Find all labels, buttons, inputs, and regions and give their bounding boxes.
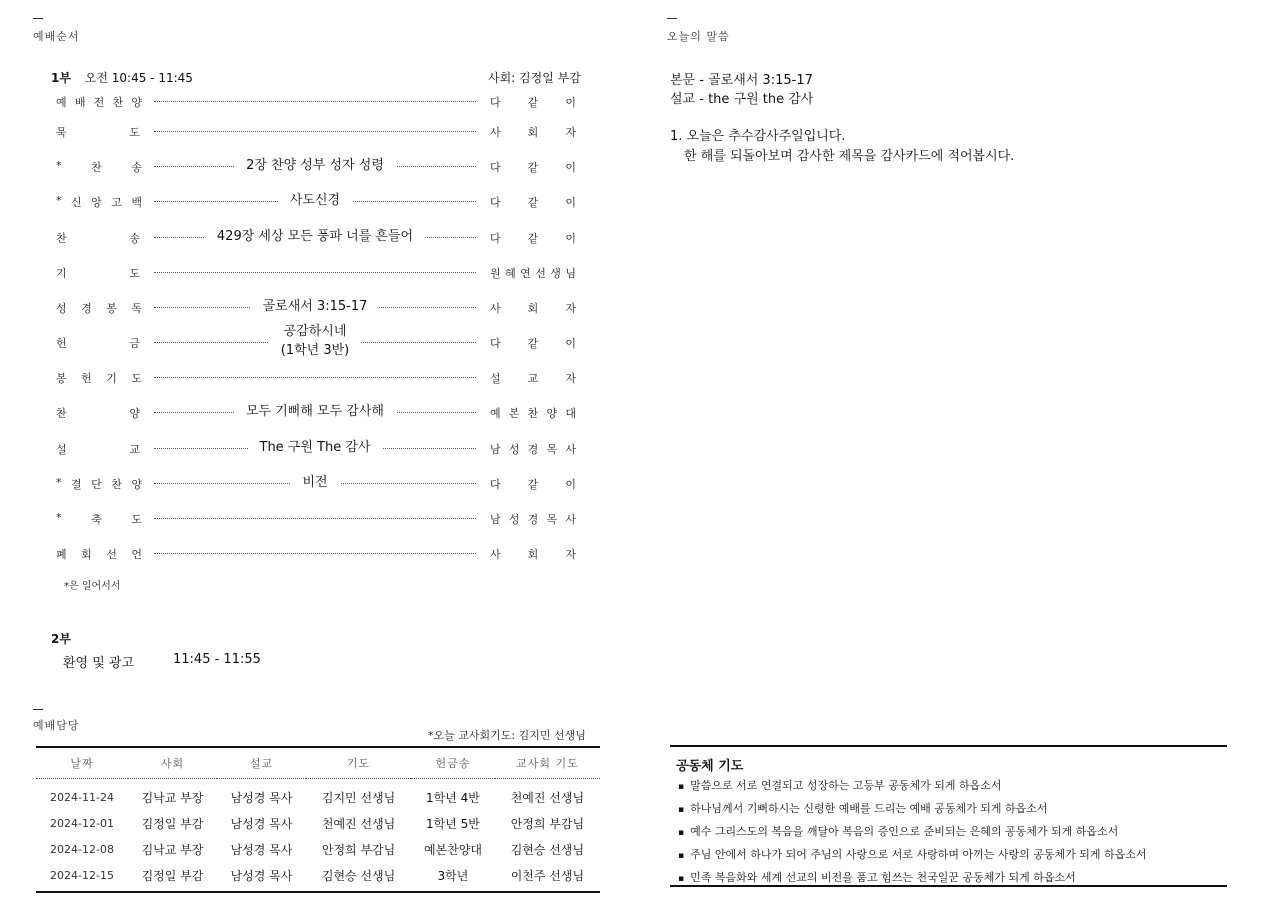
- duty-row: [36, 810, 600, 836]
- order-item-person: 사 회 자: [490, 126, 576, 139]
- standing-note: *은 일어서서: [64, 581, 121, 592]
- order-item-content: [154, 227, 476, 246]
- section-mark: [667, 18, 677, 19]
- order-item-content: [154, 322, 476, 360]
- order-item-name: * 축 도: [56, 511, 142, 526]
- duty-section-title: 예배담당: [33, 719, 80, 732]
- duty-cell: 3학년: [411, 862, 495, 892]
- dotted-leader: [154, 377, 476, 378]
- part2-label: [51, 630, 81, 647]
- order-row: [56, 262, 576, 282]
- prayer-item: ▪ 예수 그리스도의 복음을 깨달아 복음의 증인으로 준비되는 은혜의 공동체가 되게 하옵소서: [678, 823, 1118, 839]
- part1-label: 1부: [51, 71, 71, 85]
- duty-cell: 김현승 선생님: [306, 862, 411, 892]
- duty-header-cell: 날짜: [36, 747, 128, 779]
- duty-cell: 안정희 부감님: [321, 842, 396, 857]
- order-row: [56, 91, 576, 111]
- part1-presider: 사회: 김정일 부감: [488, 71, 581, 85]
- order-item-name: 찬 송: [56, 232, 140, 245]
- part2-item: 환영 및 광고: [63, 656, 135, 671]
- duty-cell: 김정일 부감: [141, 816, 204, 831]
- duty-cell: 김정일 부감: [128, 862, 217, 892]
- duty-header-cell: 사회: [128, 747, 217, 779]
- order-item-person: 설 교 자: [490, 372, 576, 385]
- order-item-content-text: 2장 찬양 성부 성자 성령: [234, 156, 396, 175]
- duty-cell: 1학년 4반: [426, 790, 480, 805]
- order-row: [56, 508, 576, 528]
- order-row: [56, 121, 576, 141]
- order-row: [56, 473, 576, 493]
- sermon-point-1-detail: 한 해를 되돌아보며 감사한 제목을 감사카드에 적어봅시다.: [684, 149, 1015, 164]
- duty-cell: 김지민 선생님: [321, 790, 396, 805]
- duty-header-cell: 설교: [217, 747, 306, 779]
- order-item-person: 예 본 찬 양 대: [490, 407, 576, 420]
- prayer-title: 공동체 기도: [676, 759, 744, 774]
- order-item-name: * 신 앙 고 백: [56, 194, 142, 209]
- duty-cell: 남성경 목사: [230, 790, 293, 805]
- duty-cell: 김낙교 부장: [141, 790, 204, 805]
- order-item-person: 사 회 자: [490, 548, 576, 561]
- dotted-leader: [154, 518, 476, 519]
- order-row: [56, 367, 576, 387]
- order-item-content-text: The 구원 The 감사: [248, 438, 383, 457]
- duty-date-cell: 2024-12-08: [50, 842, 114, 856]
- order-item-content: [154, 191, 476, 210]
- order-item-name: * 찬 송: [56, 159, 142, 174]
- duty-cell: 남성경 목사: [217, 862, 306, 892]
- order-row: [56, 438, 576, 458]
- prayer-item: ▪ 하나님께서 기뻐하시는 신령한 예배를 드리는 예배 공동체가 되게 하옵소서: [678, 800, 1048, 816]
- order-item-content-text: 비전: [290, 473, 339, 492]
- duty-row: [36, 862, 600, 892]
- duty-cell: 남성경 목사: [230, 842, 293, 857]
- sermon-point-1: 1. 오늘은 추수감사주일입니다.: [670, 129, 846, 144]
- order-item-person: 다 같 이: [490, 232, 576, 245]
- duty-table-header: [36, 747, 600, 779]
- order-section-title: 예배순서: [33, 30, 80, 43]
- order-item-name: 기 도: [56, 267, 140, 280]
- dotted-leader: [154, 131, 476, 132]
- order-item-name: 헌 금: [56, 337, 140, 350]
- order-item-person: 사 회 자: [490, 302, 576, 315]
- section-mark: [33, 18, 43, 19]
- duty-cell: 천예진 선생님: [321, 816, 396, 831]
- dotted-leader: [154, 272, 476, 273]
- part1-header: [51, 69, 193, 86]
- order-item-name: 성 경 봉 독: [56, 302, 142, 315]
- section-mark: [33, 709, 43, 710]
- duty-cell: 이천주 선생님: [495, 862, 600, 892]
- duty-cell: 김낙교 부장: [141, 842, 204, 857]
- duty-date-cell: 2024-12-01: [50, 816, 114, 830]
- order-item-content-text: 골로새서 3:15-17: [251, 297, 380, 316]
- prayer-item: ▪ 민족 복음화와 세계 선교의 비전을 품고 힘쓰는 천국일꾼 공동체가 되게 하옵소서: [678, 869, 1076, 885]
- duty-row: [36, 779, 600, 811]
- order-row: [56, 543, 576, 563]
- order-item-name: 찬 양: [56, 407, 140, 420]
- prayer-item: ▪ 주님 안에서 하나가 되어 주님의 사랑으로 서로 사랑하며 아끼는 사랑의 공동체가 되게 하옵소서: [678, 846, 1146, 862]
- order-item-content: [154, 438, 476, 457]
- duty-header-cell: 헌금송: [411, 747, 495, 779]
- order-row: [56, 227, 576, 247]
- duty-cell: 안정희 부감님: [510, 816, 585, 831]
- order-item-content-text: 429장 세상 모든 풍파 너를 흔들어: [205, 227, 425, 246]
- duty-cell: 1학년 5반: [426, 816, 480, 831]
- duty-table: [36, 746, 600, 893]
- teacher-prayer-note: *오늘 교사회기도: 김지민 선생님: [428, 729, 586, 742]
- order-item-content: [154, 156, 476, 175]
- order-item-content-text: 사도신경: [278, 191, 352, 210]
- order-item-person: 다 같 이: [490, 478, 576, 491]
- order-row: [56, 156, 576, 176]
- order-item-name: 묵 도: [56, 126, 140, 139]
- order-item-name: 설 교: [56, 443, 140, 456]
- order-row: [56, 324, 576, 358]
- sermon-section-title: 오늘의 말씀: [667, 30, 730, 43]
- duty-cell: 남성경 목사: [230, 816, 293, 831]
- sermon-title: 설교 - the 구원 the 감사: [670, 92, 814, 107]
- duty-cell: 천예진 선생님: [510, 790, 585, 805]
- dotted-leader: [154, 553, 476, 554]
- order-item-person: 남 성 경 목 사: [490, 513, 576, 526]
- order-item-person: 남 성 경 목 사: [490, 443, 576, 456]
- order-item-content-text: 모두 기뻐해 모두 감사해: [234, 402, 396, 421]
- duty-date-cell: 2024-12-15: [36, 862, 128, 892]
- duty-row: [36, 836, 600, 862]
- order-item-name: * 결 단 찬 양: [56, 476, 142, 491]
- order-item-content: [154, 297, 476, 316]
- order-item-content: [154, 402, 476, 421]
- order-row: [56, 297, 576, 317]
- part2-label-text: 2부: [51, 632, 71, 646]
- dotted-leader: [154, 101, 476, 102]
- order-row: [56, 402, 576, 422]
- order-item-name: 예 배 전 찬 양: [56, 96, 142, 109]
- part2-time: 11:45 - 11:55: [173, 652, 261, 667]
- order-item-person: 다 같 이: [490, 196, 576, 209]
- community-prayer: [670, 745, 1227, 887]
- sermon-text: 본문 - 골로새서 3:15-17: [670, 73, 813, 88]
- duty-header-cell: 교사회 기도: [495, 747, 600, 779]
- order-item-person: 다 같 이: [490, 337, 576, 350]
- part1-time: 오전 10:45 - 11:45: [84, 71, 193, 85]
- order-item-name: 폐 회 선 언: [56, 548, 142, 561]
- order-item-name: 봉 헌 기 도: [56, 372, 142, 385]
- duty-cell: 예본찬양대: [423, 842, 482, 857]
- duty-cell: 김현승 선생님: [510, 842, 585, 857]
- order-item-content: [154, 473, 476, 492]
- prayer-item: ▪ 말씀으로 서로 연결되고 성장하는 고등부 공동체가 되게 하옵소서: [678, 777, 1002, 793]
- order-row: [56, 191, 576, 211]
- order-item-content-text: 공감하시네 (1학년 3반): [269, 322, 362, 360]
- order-item-person: 원 혜 연 선 생 님: [490, 267, 576, 280]
- duty-date-cell: 2024-11-24: [50, 790, 114, 804]
- duty-header-cell: 기도: [306, 747, 411, 779]
- order-item-person: 다 같 이: [490, 96, 576, 109]
- order-item-person: 다 같 이: [490, 161, 576, 174]
